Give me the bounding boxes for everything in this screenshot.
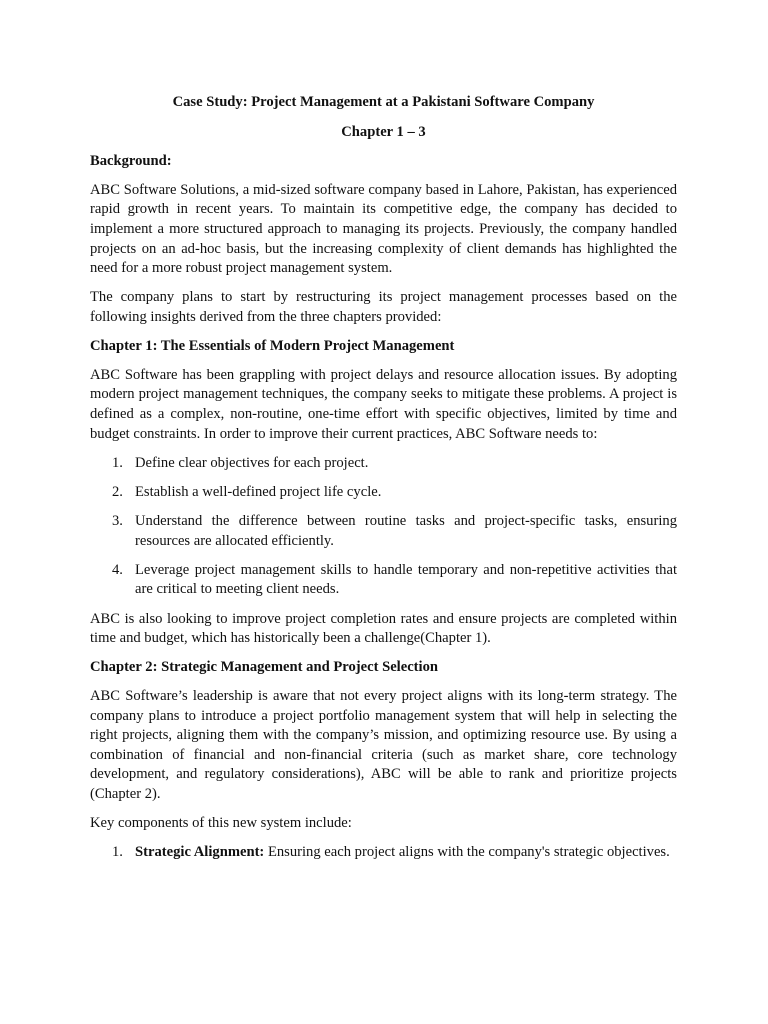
list-number: 1. — [112, 844, 123, 861]
key-components-lead: Key components of this new system include: — [90, 815, 352, 832]
list-item-text: Understand the difference between routine tasks and project-specific tasks, ensuring resources are allocated efficiently. — [135, 513, 677, 549]
list-item — [90, 843, 677, 863]
chapter1-closing: ABC is also looking to improve project completion rates and ensure projects are completed within time and budget, which has historically been a challenge(Chapter 1). — [90, 610, 677, 647]
list-number: 1. — [112, 454, 123, 471]
document-body — [90, 93, 677, 873]
background-paragraph-1: ABC Software Solutions, a mid-sized software company based in Lahore, Pakistan, has experienced rapid growth in recent years. To maintain its competitive edge, the company has decided to implement a more structured approach to managing its projects. Previously, the company handled projects on an ad-hoc basis, but the increasing complexity of client demands has highlighted the need for a more robust project management system. — [90, 181, 677, 277]
chapter1-intro: ABC Software has been grappling with project delays and resource allocation issues. By adopting modern project management techniques, the company seeks to mitigate these problems. A project is defined as a complex, non-routine, one-time effort with specific objectives, limited by time and budget constraints. In order to improve their current practices, ABC Software needs to: — [90, 366, 677, 442]
background-paragraph-2: The company plans to start by restructuring its project management processes based on the following insights derived from the three chapters provided: — [90, 289, 677, 325]
list-number: 2. — [112, 483, 123, 500]
list-item — [90, 483, 677, 503]
list-item-label: Strategic Alignment: — [135, 844, 265, 861]
list-number: 3. — [112, 513, 123, 530]
background-heading: Background: — [90, 153, 172, 170]
document-title: Case Study: Project Management at a Pakistani Software Company — [172, 94, 595, 110]
chapter2-list — [90, 843, 677, 863]
list-item — [90, 512, 677, 551]
list-item — [90, 561, 677, 600]
list-item-text: Leverage project management skills to handle temporary and non-repetitive activities that are critical to meeting client needs. — [135, 561, 677, 598]
list-number: 4. — [112, 561, 123, 578]
chapter1-list — [90, 454, 677, 600]
list-item — [90, 454, 677, 474]
chapter2-intro: ABC Software’s leadership is aware that not every project aligns with its long-term strategy. The company plans to introduce a project portfolio management system that will help in selecting the right projects, aligning them with the company’s mission, and optimizing resource use. By using a combination of financial and non-financial criteria (such as market share, core technology development, and regulatory considerations), ABC will be able to rank and prioritize projects (Chapter 2). — [90, 688, 677, 802]
chapter2-heading: Chapter 2: Strategic Management and Project Selection — [90, 659, 439, 676]
chapter1-heading: Chapter 1: The Essentials of Modern Project Management — [90, 338, 455, 355]
list-item-text: Ensuring each project aligns with the company's strategic objectives. — [264, 844, 670, 861]
list-item-text: Define clear objectives for each project. — [135, 454, 369, 471]
list-item-text: Establish a well-defined project life cycle. — [135, 483, 382, 500]
document-subtitle: Chapter 1 – 3 — [341, 123, 426, 140]
